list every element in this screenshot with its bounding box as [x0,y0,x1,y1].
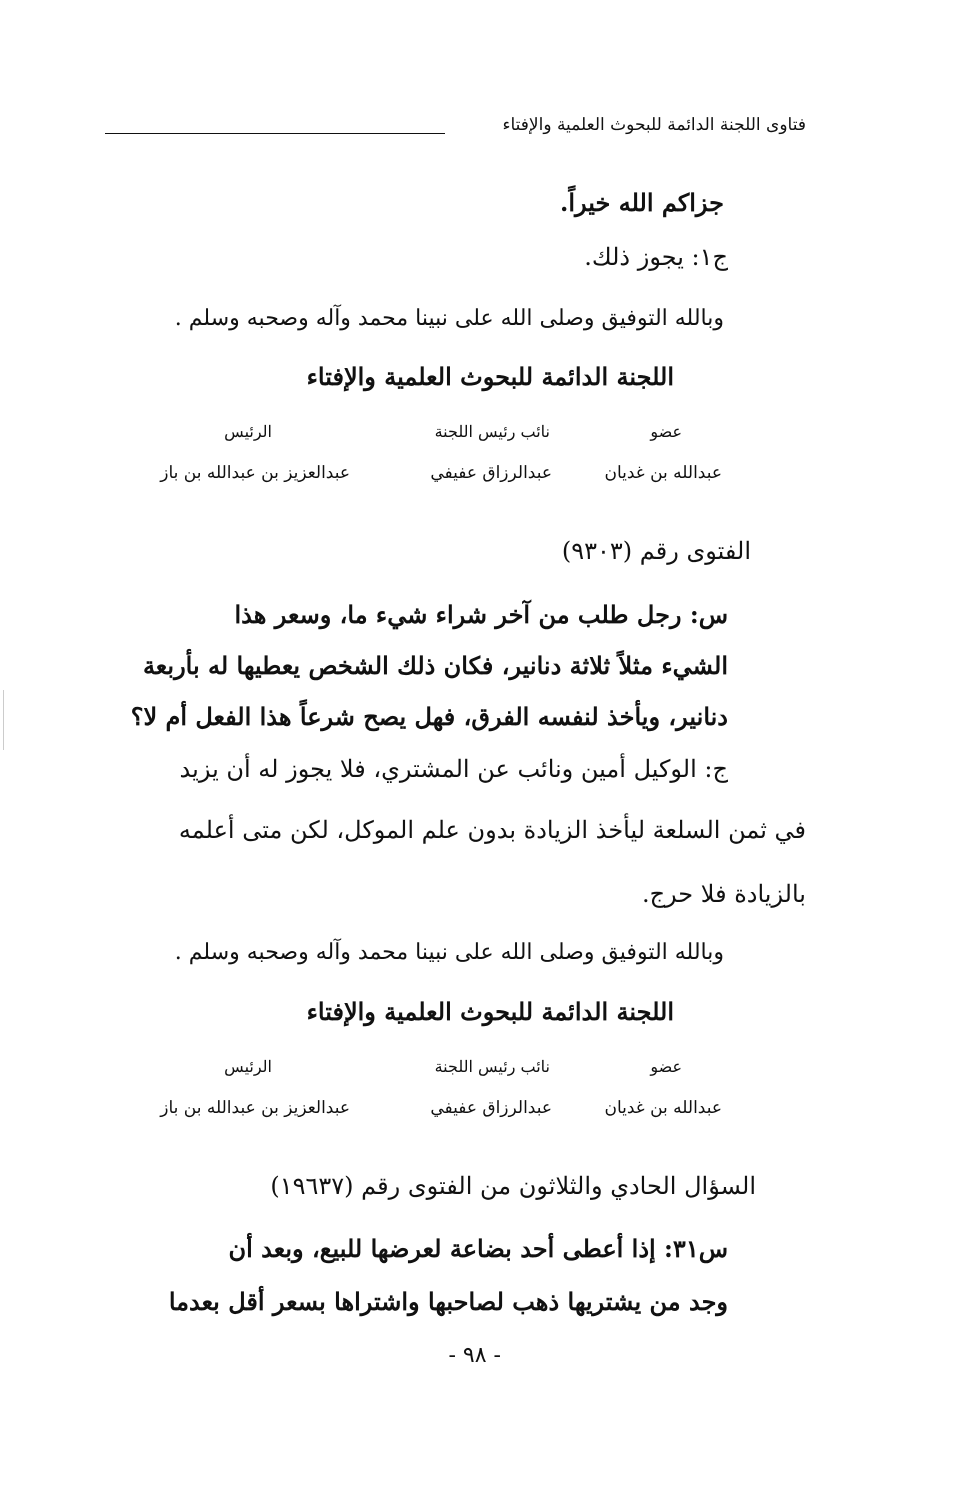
running-header: فتاوى اللجنة الدائمة للبحوث العلمية والإفتاء [502,115,806,135]
role-member: عضو [650,422,682,441]
answer-line: في ثمن السلعة ليأخذ الزيادة بدون علم الموكل، لكن متى أعلمه [178,816,806,844]
answer-line: بالزيادة فلا حرج. [641,880,806,908]
fatwa-number: الفتوى رقم (٩٣٠٣) [561,537,751,565]
page-number: - ٩٨ - [448,1343,501,1368]
answer-1: ج١: يجوز ذلك. [584,243,728,271]
committee-title-1: اللجنة الدائمة للبحوث العلمية والإفتاء [306,362,674,391]
signatory-names-2 [130,1098,730,1128]
role-member: عضو [650,1057,682,1076]
scan-margin-mark [3,690,4,750]
signatory-roles-2 [130,1057,730,1087]
role-chair: الرئيس [224,1057,272,1076]
role-chair: الرئيس [224,422,272,441]
name-chair: عبدالعزيز بن عبدالله بن باز [160,463,350,483]
closing-2: وبالله التوفيق وصلى الله على نبينا محمد وآله وصحبه وسلم . [174,940,724,965]
signatory-roles-1 [130,422,730,452]
question-tail: جزاكم الله خيراً. [560,188,724,217]
question-line: س: رجل طلب من آخر شراء شيء ما، وسعر هذا [234,600,728,629]
role-vice-chair: نائب رئيس اللجنة [434,1057,550,1076]
name-vice-chair: عبدالرزاق عفيفي [430,463,552,483]
closing-1: وبالله التوفيق وصلى الله على نبينا محمد وآله وصحبه وسلم . [174,306,724,331]
name-member: عبدالله بن غديان [604,1098,722,1118]
name-vice-chair: عبدالرزاق عفيفي [430,1098,552,1118]
role-vice-chair: نائب رئيس اللجنة [434,422,550,441]
question-line: س٣١: إذا أعطى أحد بضاعة لعرضها للبيع، وبعد أن [228,1234,728,1263]
header-rule [105,133,445,134]
question-heading: السؤال الحادي والثلاثون من الفتوى رقم (١٩٦٣٧) [270,1172,756,1200]
answer-line: ج: الوكيل أمين ونائب عن المشتري، فلا يجوز له أن يزيد [179,755,728,783]
committee-title-2: اللجنة الدائمة للبحوث العلمية والإفتاء [306,997,674,1026]
name-chair: عبدالعزيز بن عبدالله بن باز [160,1098,350,1118]
question-line: وجد من يشتريها ذهب لصاحبها واشتراها بسعر أقل بعدما [168,1287,728,1316]
signatory-names-1 [130,463,730,493]
question-line: دنانير، ويأخذ لنفسه الفرق، فهل يصح شرعاً هذا الفعل أم لا؟ [130,702,728,731]
name-member: عبدالله بن غديان [604,463,722,483]
question-line: الشيء مثلاً ثلاثة دنانير، فكان ذلك الشخص يعطيها له بأربعة [142,651,728,680]
